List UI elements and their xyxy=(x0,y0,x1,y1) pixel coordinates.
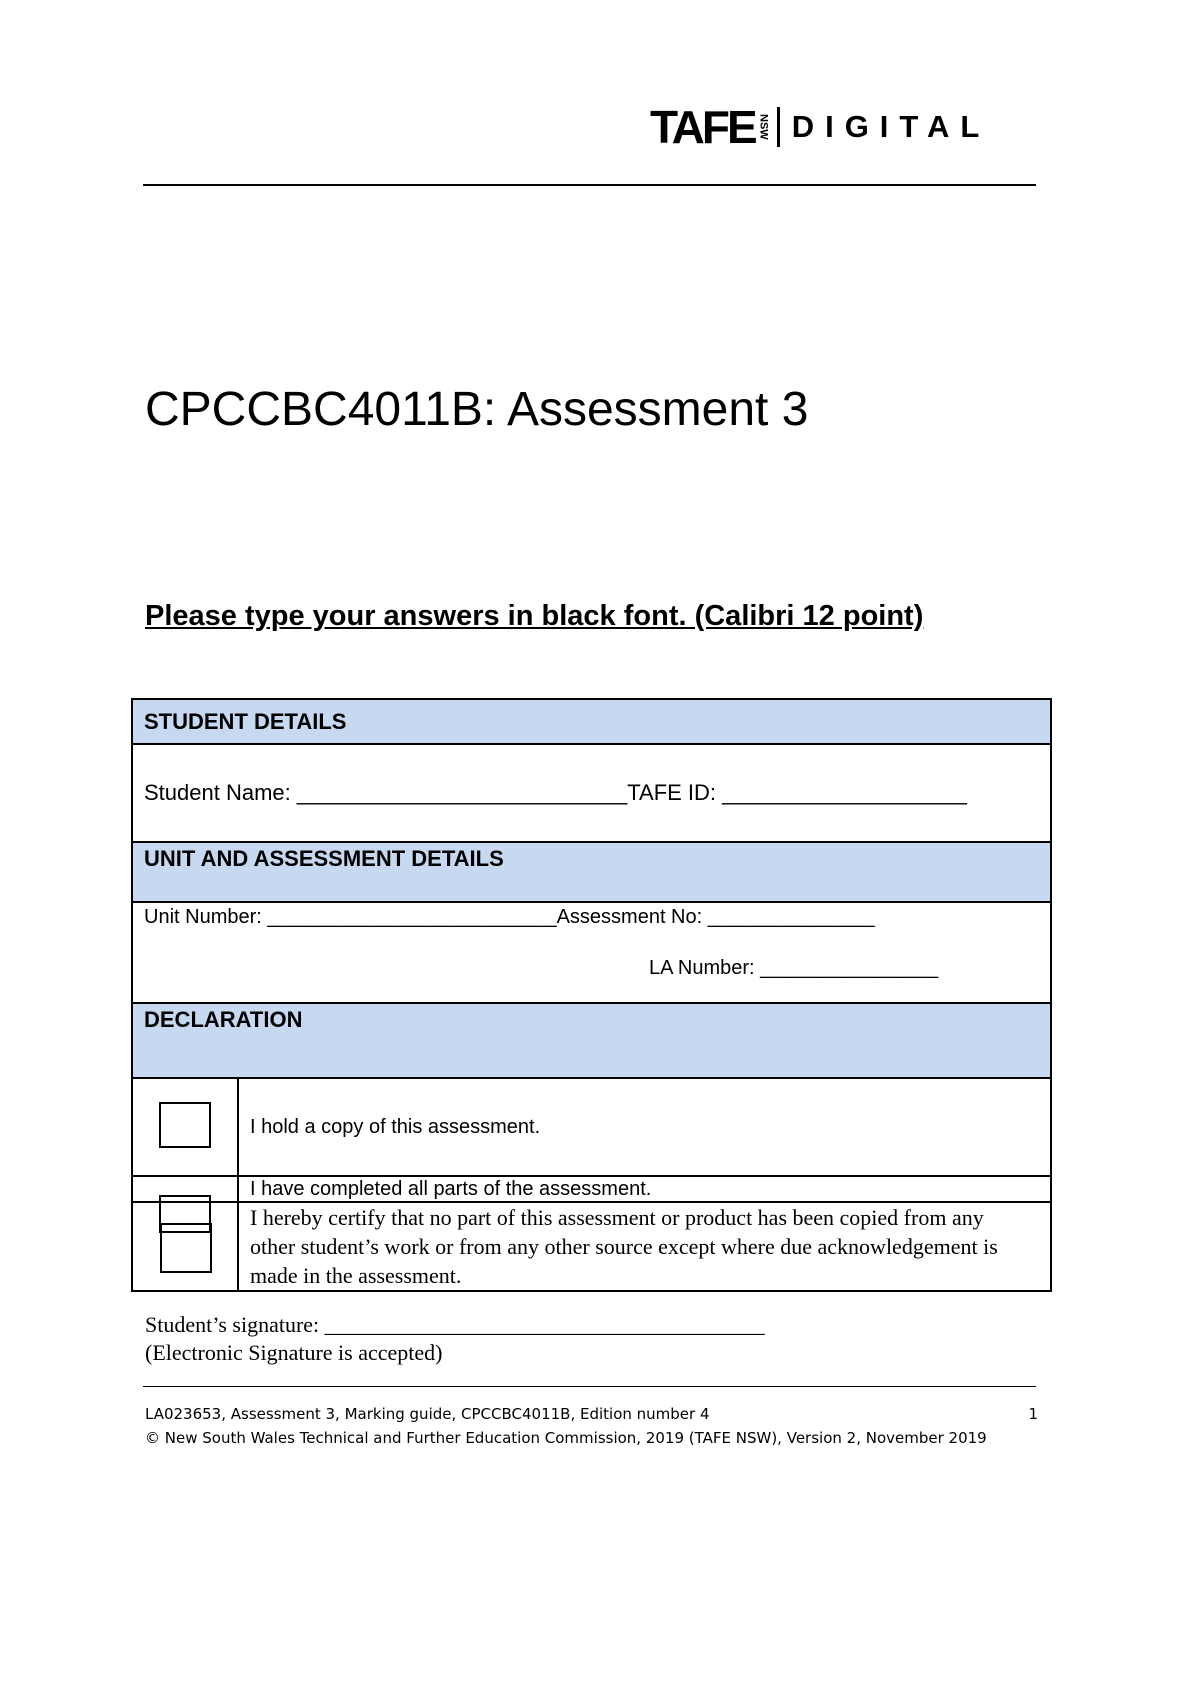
logo-division: DIGITAL xyxy=(791,109,991,144)
declaration-header-text: DECLARATION xyxy=(144,1007,303,1032)
page-footer xyxy=(145,1402,1038,1450)
student-details-header xyxy=(132,699,1051,744)
certify-declaration-text: I hereby certify that no part of this assessment or product has been copied from any other student’s work or from any other source except where due acknowledgement is made in the assessment. xyxy=(250,1205,998,1288)
student-details-header-text: STUDENT DETAILS xyxy=(144,709,347,734)
footer-copyright: © New South Wales Technical and Further Education Commission, 2019 (TAFE NSW), Version 2, November 2019 xyxy=(145,1429,987,1447)
unit-details-row[interactable] xyxy=(132,902,1051,1003)
copy-declaration-text: I hold a copy of this assessment. xyxy=(250,1115,541,1138)
certify-checkbox-cell[interactable] xyxy=(132,1202,238,1291)
unit-details-header xyxy=(132,842,1051,902)
page-number: 1 xyxy=(1028,1405,1038,1423)
footer-rule xyxy=(143,1386,1036,1387)
footer-document-id: LA023653, Assessment 3, Marking guide, CPCCBC4011B, Edition number 4 xyxy=(145,1405,710,1423)
header-rule xyxy=(143,184,1036,186)
logo-brand: TAFE xyxy=(650,101,755,153)
student-details-form xyxy=(131,698,1052,1292)
completed-checkbox-cell[interactable] xyxy=(132,1176,238,1202)
la-number-field[interactable]: LA Number: ________________ xyxy=(649,957,939,979)
student-signature-field[interactable]: Student’s signature: ________________________________________ xyxy=(145,1312,765,1337)
logo-divider xyxy=(777,107,780,147)
certify-checkbox[interactable] xyxy=(160,1223,212,1273)
copy-declaration-cell xyxy=(238,1078,1051,1176)
declaration-header xyxy=(132,1003,1051,1078)
unit-details-header-text: UNIT AND ASSESSMENT DETAILS xyxy=(144,846,504,871)
completed-declaration-cell xyxy=(238,1176,1051,1202)
tafe-digital-logo xyxy=(650,101,991,153)
document-title: CPCCBC4011B: Assessment 3 xyxy=(145,383,809,436)
unit-number-assessment-field[interactable]: Unit Number: __________________________Assessment No: _______________ xyxy=(144,906,875,928)
copy-checkbox-cell[interactable] xyxy=(132,1078,238,1176)
signature-block xyxy=(145,1311,765,1367)
signature-note: (Electronic Signature is accepted) xyxy=(145,1340,443,1365)
student-name-tafe-id-field[interactable]: Student Name: ___________________________TAFE ID: ____________________ xyxy=(144,780,967,805)
font-instruction: Please type your answers in black font. (Calibri 12 point) xyxy=(145,600,924,632)
logo-region: NSW xyxy=(757,114,770,140)
student-name-row[interactable] xyxy=(132,744,1051,842)
copy-checkbox[interactable] xyxy=(159,1102,211,1148)
certify-declaration-cell xyxy=(238,1202,1051,1291)
completed-declaration-text: I have completed all parts of the assessment. xyxy=(250,1178,652,1200)
